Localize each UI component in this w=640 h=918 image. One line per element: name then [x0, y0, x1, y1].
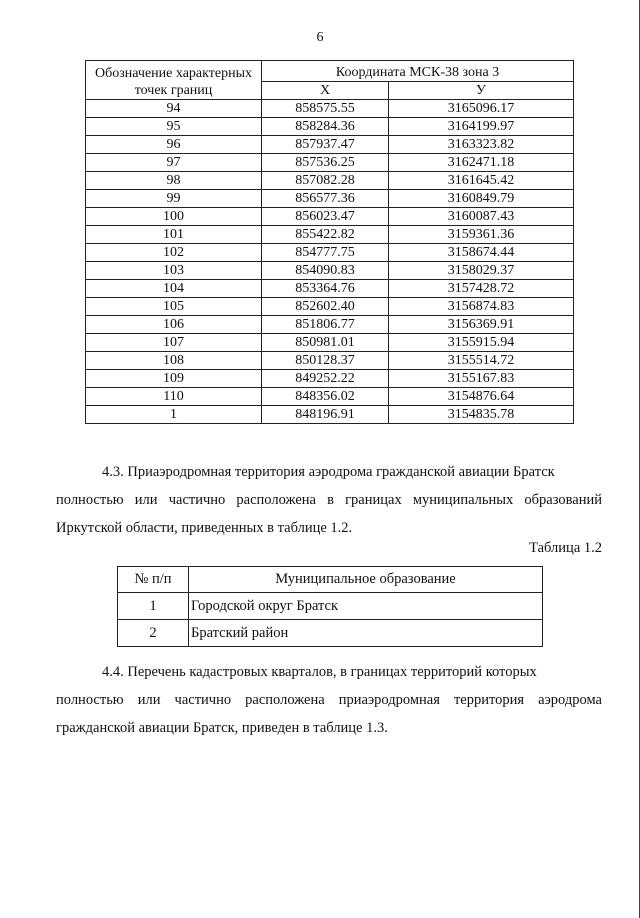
paragraph-4-3-first-line: 4.3. Приаэродромная территория аэродрома гражданской авиации Братск — [102, 464, 555, 480]
paragraph-4-4-rest: полностью или частично расположена приаэродромная территория аэродрома гражданской авиации Братск, приведен в таблице 1.3. — [56, 692, 602, 736]
point-cell: 94 — [86, 100, 262, 118]
table-row — [86, 298, 574, 316]
point-cell: 97 — [86, 154, 262, 172]
table-row — [86, 406, 574, 424]
point-cell: 105 — [86, 298, 262, 316]
point-cell: 100 — [86, 208, 262, 226]
table-row — [86, 316, 574, 334]
paragraph-4-3 — [56, 458, 602, 542]
municipality-cell: Городской округ Братск — [189, 593, 543, 620]
table-row — [86, 208, 574, 226]
table-row — [118, 593, 543, 620]
x-cell: 853364.76 — [262, 280, 389, 298]
x-cell: 858575.55 — [262, 100, 389, 118]
x-cell: 856023.47 — [262, 208, 389, 226]
table-row — [86, 118, 574, 136]
table-row — [86, 100, 574, 118]
y-cell: 3158674.44 — [389, 244, 574, 262]
x-cell: 857536.25 — [262, 154, 389, 172]
table-row — [86, 172, 574, 190]
y-column-header: У — [389, 82, 574, 100]
table-row — [86, 388, 574, 406]
x-cell: 848356.02 — [262, 388, 389, 406]
x-cell: 852602.40 — [262, 298, 389, 316]
table-row — [86, 280, 574, 298]
table-row — [86, 262, 574, 280]
point-cell: 96 — [86, 136, 262, 154]
coordinate-header: Координата МСК-38 зона 3 — [262, 61, 574, 82]
y-cell: 3154876.64 — [389, 388, 574, 406]
point-cell: 109 — [86, 370, 262, 388]
x-cell: 848196.91 — [262, 406, 389, 424]
y-cell: 3155915.94 — [389, 334, 574, 352]
table-row — [86, 154, 574, 172]
x-cell: 858284.36 — [262, 118, 389, 136]
point-cell: 1 — [86, 406, 262, 424]
paragraph-4-3-rest: полностью или частично расположена в границах муниципальных образований Иркутской области, приведенных в таблице 1.2. — [56, 492, 602, 536]
table-1-2-caption: Таблица 1.2 — [529, 540, 602, 556]
y-cell: 3159361.36 — [389, 226, 574, 244]
paragraph-4-4-first-line: 4.4. Перечень кадастровых кварталов, в границах территорий которых — [102, 664, 537, 680]
point-cell: 98 — [86, 172, 262, 190]
table-row — [86, 136, 574, 154]
point-cell: 110 — [86, 388, 262, 406]
y-cell: 3155514.72 — [389, 352, 574, 370]
x-cell: 851806.77 — [262, 316, 389, 334]
y-cell: 3164199.97 — [389, 118, 574, 136]
municipalities-table — [117, 566, 543, 647]
x-cell: 850128.37 — [262, 352, 389, 370]
y-cell: 3156874.83 — [389, 298, 574, 316]
x-cell: 854777.75 — [262, 244, 389, 262]
y-cell: 3155167.83 — [389, 370, 574, 388]
page-number: 6 — [316, 30, 324, 45]
y-cell: 3156369.91 — [389, 316, 574, 334]
y-cell: 3158029.37 — [389, 262, 574, 280]
y-cell: 3157428.72 — [389, 280, 574, 298]
table-row — [86, 226, 574, 244]
x-cell: 856577.36 — [262, 190, 389, 208]
x-cell: 857937.47 — [262, 136, 389, 154]
municipalities-table-body — [118, 593, 543, 647]
point-cell: 104 — [86, 280, 262, 298]
x-cell: 849252.22 — [262, 370, 389, 388]
table-row — [86, 190, 574, 208]
paragraph-4-4 — [56, 658, 602, 742]
x-cell: 857082.28 — [262, 172, 389, 190]
number-column-header: № п/п — [118, 567, 189, 593]
y-cell: 3160849.79 — [389, 190, 574, 208]
point-cell: 95 — [86, 118, 262, 136]
point-cell: 102 — [86, 244, 262, 262]
point-cell: 106 — [86, 316, 262, 334]
table-row — [86, 352, 574, 370]
municipality-column-header: Муниципальное образование — [189, 567, 543, 593]
point-cell: 103 — [86, 262, 262, 280]
x-column-header: Х — [262, 82, 389, 100]
point-cell: 107 — [86, 334, 262, 352]
y-cell: 3154835.78 — [389, 406, 574, 424]
x-cell: 850981.01 — [262, 334, 389, 352]
point-cell: 101 — [86, 226, 262, 244]
municipality-cell: Братский район — [189, 620, 543, 647]
y-cell: 3165096.17 — [389, 100, 574, 118]
table-row — [118, 620, 543, 647]
point-name-header: Обозначение характерных точек границ — [86, 61, 262, 100]
coordinates-table-body — [86, 100, 574, 424]
coordinates-table — [85, 60, 574, 424]
table-row — [86, 370, 574, 388]
number-cell: 1 — [118, 593, 189, 620]
table-row — [86, 334, 574, 352]
y-cell: 3161645.42 — [389, 172, 574, 190]
x-cell: 855422.82 — [262, 226, 389, 244]
y-cell: 3162471.18 — [389, 154, 574, 172]
point-cell: 99 — [86, 190, 262, 208]
point-cell: 108 — [86, 352, 262, 370]
y-cell: 3160087.43 — [389, 208, 574, 226]
y-cell: 3163323.82 — [389, 136, 574, 154]
number-cell: 2 — [118, 620, 189, 647]
x-cell: 854090.83 — [262, 262, 389, 280]
table-row — [86, 244, 574, 262]
